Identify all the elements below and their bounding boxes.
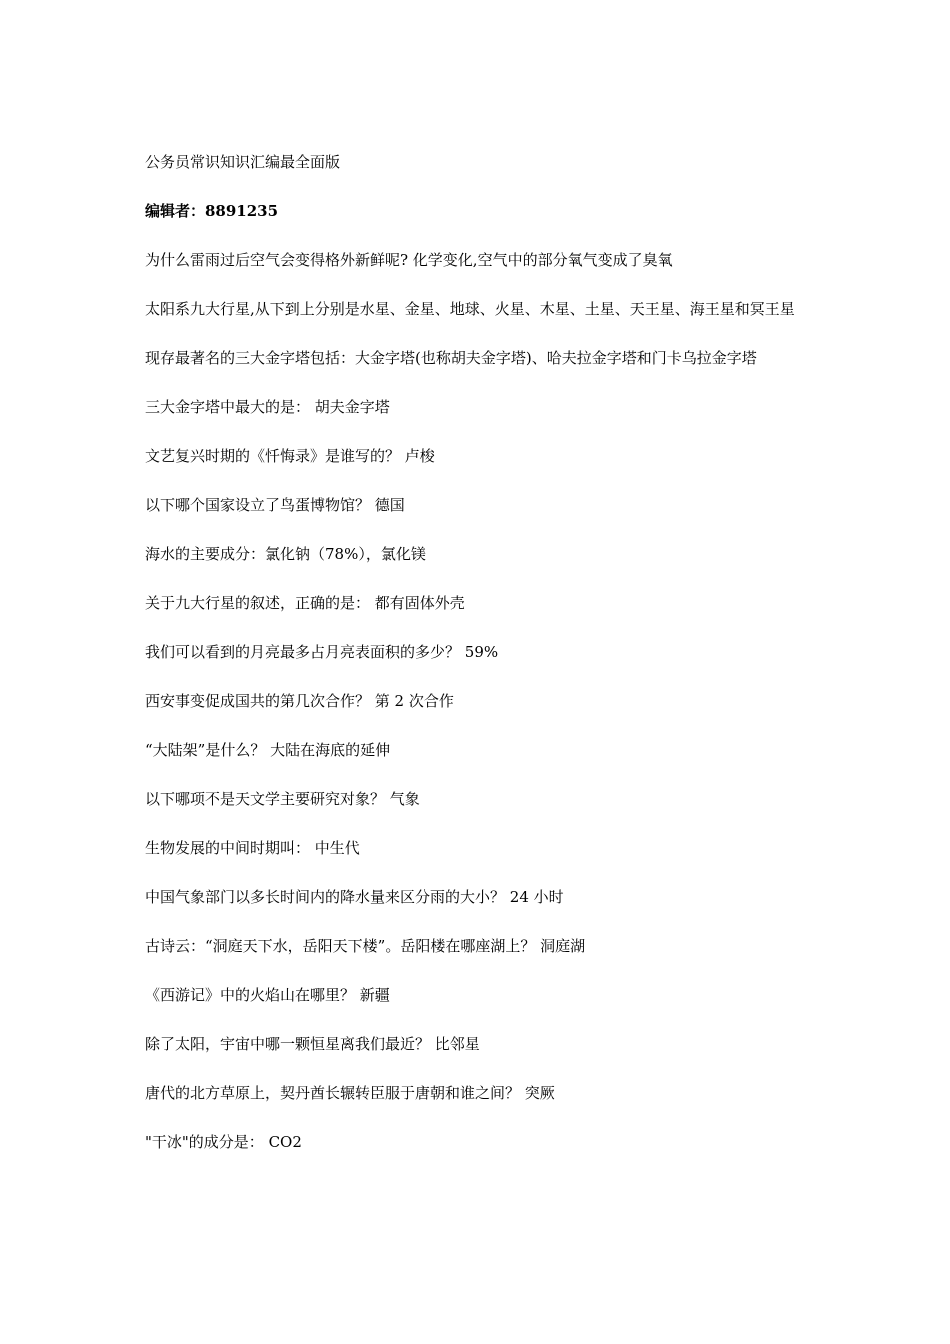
paragraph-9: 我们可以看到的月亮最多占月亮表面积的多少？ 59% <box>145 643 499 661</box>
paragraph-8: 关于九大行星的叙述，正确的是： 都有固体外壳 <box>145 594 465 612</box>
paragraph-14: 中国气象部门以多长时间内的降水量来区分雨的大小？ 24 小时 <box>145 888 564 906</box>
paragraph-18: 唐代的北方草原上，契丹酋长辗转臣服于唐朝和谁之间？ 突厥 <box>145 1084 555 1102</box>
paragraph-1: 为什么雷雨过后空气会变得格外新鲜呢? 化学变化,空气中的部分氧气变成了臭氧 <box>145 251 673 269</box>
paragraph-4: 三大金字塔中最大的是： 胡夫金字塔 <box>145 398 390 416</box>
paragraph-5: 文艺复兴时期的《忏悔录》是谁写的？ 卢梭 <box>145 447 435 465</box>
document-editor: 编辑者：8891235 <box>145 202 279 220</box>
paragraph-17: 除了太阳，宇宙中哪一颗恒星离我们最近？ 比邻星 <box>145 1035 480 1053</box>
document-title: 公务员常识知识汇编最全面版 <box>145 153 341 171</box>
paragraph-12: 以下哪项不是天文学主要研究对象？ 气象 <box>145 790 420 808</box>
paragraph-10: 西安事变促成国共的第几次合作？ 第 2 次合作 <box>145 692 454 710</box>
paragraph-2: 太阳系九大行星,从下到上分别是水星、金星、地球、火星、木星、土星、天王星、海王星和冥王星 <box>145 300 795 318</box>
paragraph-6: 以下哪个国家设立了鸟蛋博物馆？ 德国 <box>145 496 405 514</box>
document-body <box>145 150 810 1179</box>
paragraph-7: 海水的主要成分：氯化钠（78%），氯化镁 <box>145 545 426 563</box>
paragraph-19: "干冰"的成分是： CO2 <box>145 1133 302 1151</box>
paragraph-13: 生物发展的中间时期叫： 中生代 <box>145 839 360 857</box>
paragraph-11: “大陆架”是什么？ 大陆在海底的延伸 <box>145 741 391 759</box>
paragraph-16: 《西游记》中的火焰山在哪里？ 新疆 <box>145 986 390 1004</box>
paragraph-3: 现存最著名的三大金字塔包括：大金字塔(也称胡夫金字塔)、哈夫拉金字塔和门卡乌拉金字塔 <box>145 349 757 367</box>
paragraph-15: 古诗云：“洞庭天下水，岳阳天下楼”。岳阳楼在哪座湖上？ 洞庭湖 <box>145 937 586 955</box>
